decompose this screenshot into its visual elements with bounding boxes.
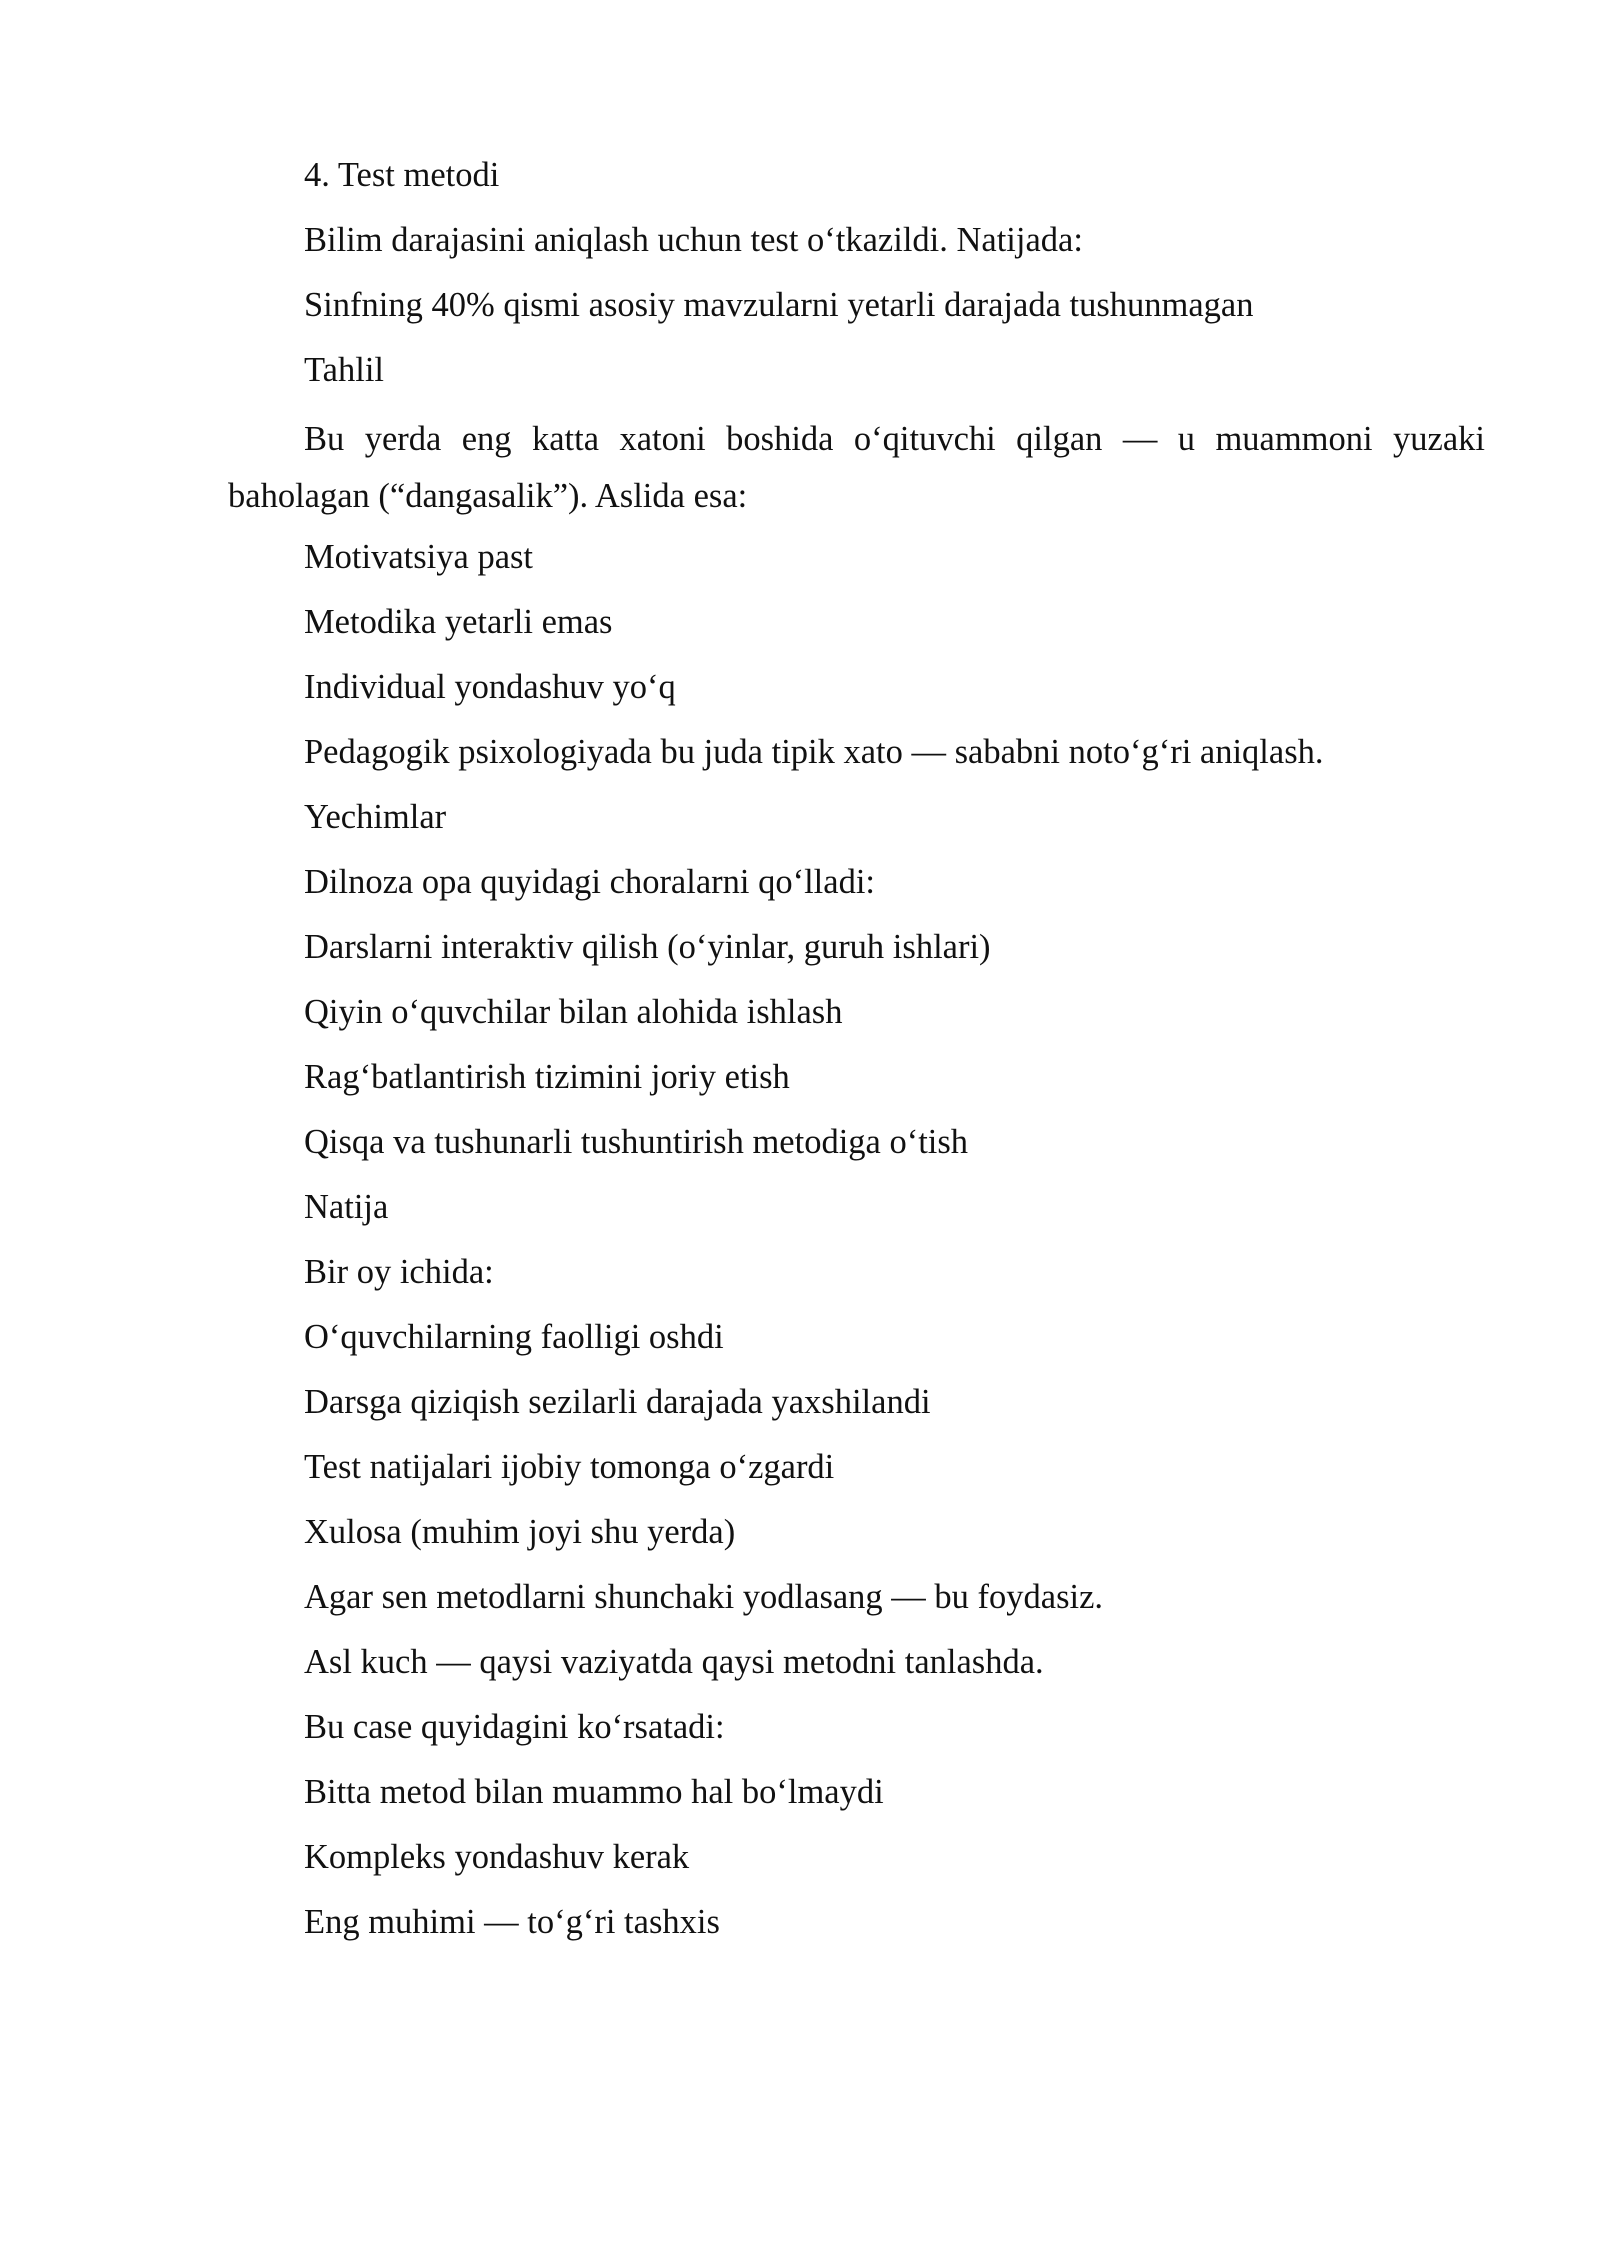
text-line: Bilim darajasini aniqlash uchun test o‘tkazildi. Natijada: [304,221,1083,259]
text-line: Pedagogik psixologiyada bu juda tipik xato — sababni noto‘g‘ri aniqlash. [304,733,1324,771]
list-item: Metodika yetarli emas [304,603,613,641]
list-item: Kompleks yondashuv kerak [304,1838,690,1876]
section-heading-conclusion: Xulosa (muhim joyi shu yerda) [304,1513,736,1551]
list-item: Motivatsiya past [304,538,534,576]
list-item: Eng muhimi — to‘g‘ri tashxis [304,1903,720,1941]
list-item: O‘quvchilarning faolligi oshdi [304,1318,724,1356]
section-heading-test-method: 4. Test metodi [304,156,500,194]
paragraph-first-line: Bu yerda eng katta xatoni boshida o‘qituvchi qilgan — u muammoni yuzaki [304,420,1485,458]
list-item: Qiyin o‘quvchilar bilan alohida ishlash [304,993,843,1031]
document-body [228,147,1485,1959]
text-line: Agar sen metodlarni shunchaki yodlasang — bu foydasiz. [304,1578,1104,1616]
text-line: Bir oy ichida: [304,1253,494,1291]
text-line: Bu case quyidagini ko‘rsatadi: [304,1708,725,1746]
text-line: Sinfning 40% qismi asosiy mavzularni yetarli darajada tushunmagan [304,286,1254,324]
section-heading-analysis: Tahlil [304,351,384,389]
list-item: Rag‘batlantirish tizimini joriy etish [304,1058,790,1096]
list-item: Qisqa va tushunarli tushuntirish metodiga o‘tish [304,1123,969,1161]
paragraph-second-line: baholagan (“dangasalik”). Aslida esa: [228,477,748,515]
list-item: Bitta metod bilan muammo hal bo‘lmaydi [304,1773,884,1811]
list-item: Individual yondashuv yo‘q [304,668,676,706]
list-item: Test natijalari ijobiy tomonga o‘zgardi [304,1448,835,1486]
text-line: Asl kuch — qaysi vaziyatda qaysi metodni tanlashda. [304,1643,1044,1681]
section-heading-solutions: Yechimlar [304,798,447,836]
list-item: Darslarni interaktiv qilish (o‘yinlar, guruh ishlari) [304,928,991,966]
list-item: Darsga qiziqish sezilarli darajada yaxshilandi [304,1383,931,1421]
text-line: Dilnoza opa quyidagi choralarni qo‘lladi: [304,863,875,901]
section-heading-result: Natija [304,1188,389,1226]
